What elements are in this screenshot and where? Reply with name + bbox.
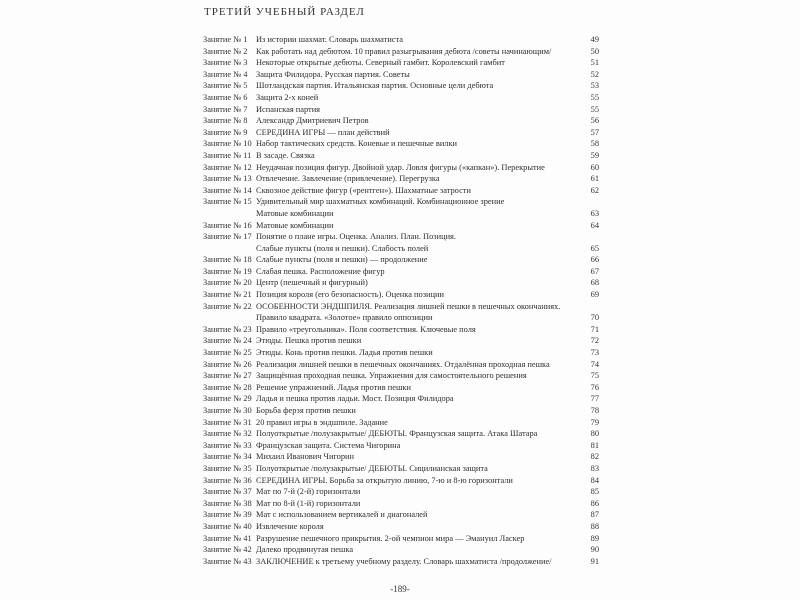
lesson-label: Занятие № 31 (203, 417, 252, 427)
lesson-title-line: Матовые комбинации (256, 220, 334, 230)
page-ref: 89 (590, 533, 599, 543)
lesson-title (256, 382, 581, 394)
toc-entry (203, 417, 599, 429)
lesson-title (256, 335, 581, 347)
lesson-title-line: Центр (пешечный и фигурный) (256, 278, 368, 288)
lesson-title-line: Полуоткрытые /полузакрытые/ ДЕБЮТЫ. Французская защита. Атака Шатара (256, 429, 538, 439)
page-ref: 56 (590, 116, 599, 126)
page-ref: 81 (590, 440, 599, 450)
page-ref: 49 (590, 35, 599, 44)
lesson-title-line: Реализация лишней пешки в пешечных окончаниях. Отдалённая проходная пешка (256, 359, 550, 369)
lesson-title-line: Полуоткрытые /полузакрытые/ ДЕБЮТЫ. Сицилианская защита (256, 463, 488, 473)
lesson-label: Занятие № 23 (203, 324, 252, 334)
lesson-title (256, 57, 581, 69)
toc-entry (203, 115, 599, 127)
lesson-title (256, 196, 581, 219)
toc-entry (203, 138, 599, 150)
lesson-title-line: Французская защита. Система Чигорина (256, 440, 401, 450)
toc-entry (203, 451, 599, 463)
lesson-title-line: Испанская партия (256, 104, 321, 114)
lesson-title-line: Позиция короля (его безопасность). Оценка позиции (256, 290, 444, 300)
lesson-title-line: Понятие о плане игры. Оценка. Анализ. План. Позиция. (256, 232, 456, 242)
toc-entry (203, 57, 599, 69)
page-ref: 90 (590, 545, 599, 555)
toc-entry (203, 173, 599, 185)
lesson-title (256, 475, 581, 487)
toc-entry (203, 370, 599, 382)
lesson-title-line: Сквозное действие фигур («рентген»). Шахматные затрости (256, 185, 471, 195)
toc-entry (203, 220, 599, 232)
lesson-title-line: Слабые пункты (поля и пешки). Слабость полей (256, 243, 429, 253)
page-ref: 67 (590, 266, 599, 276)
lesson-title (256, 150, 581, 162)
lesson-label: Занятие № 28 (203, 382, 252, 392)
page-ref: 66 (590, 255, 599, 265)
lesson-title-line: Мат по 7-й (2-й) горизонтали (256, 487, 361, 497)
lesson-title (256, 104, 581, 116)
lesson-label: Занятие № 16 (203, 220, 252, 230)
lesson-label: Занятие № 12 (203, 162, 252, 172)
toc-entry (203, 393, 599, 405)
lesson-title-line: Этюды. Конь против пешки. Ладья против пешки (256, 348, 433, 358)
lesson-title (256, 185, 581, 197)
lesson-title-line: ЗАКЛЮЧЕНИЕ к третьему учебному разделу. Словарь шахматиста /продолжение/ (256, 556, 552, 566)
lesson-title (256, 80, 581, 92)
lesson-title (256, 69, 581, 81)
lesson-label: Занятие № 21 (203, 290, 252, 300)
page-ref: 88 (590, 521, 599, 531)
lesson-label: Занятие № 39 (203, 510, 252, 520)
page-ref: 68 (590, 278, 599, 288)
page-ref: 70 (590, 313, 599, 323)
lesson-title-line: ОСОБЕННОСТИ ЭНДШПИЛЯ. Реализация лишней пешки в пешечных окончаниях. (256, 301, 561, 311)
page-ref: 60 (590, 162, 599, 172)
toc-entry (203, 104, 599, 116)
table-of-contents (203, 34, 599, 567)
page-ref: 57 (590, 127, 599, 137)
lesson-title-line: Мат с использованием вертикалей и диагоналей (256, 510, 428, 520)
toc-entry (203, 463, 599, 475)
lesson-title (256, 533, 581, 545)
lesson-title-line: Матовые комбинации (256, 208, 334, 218)
lesson-label: Занятие № 25 (203, 348, 252, 358)
lesson-label: Занятие № 29 (203, 394, 252, 404)
page-ref: 55 (590, 104, 599, 114)
toc-entry (203, 521, 599, 533)
lesson-title-line: Правило квадрата. «Золотое» правило оппозиции (256, 313, 433, 323)
lesson-title-line: Защита 2-х коней (256, 92, 319, 102)
lesson-label: Занятие № 18 (203, 255, 252, 265)
lesson-title (256, 289, 581, 301)
lesson-title (256, 34, 581, 46)
toc-entry (203, 185, 599, 197)
toc-entry (203, 46, 599, 58)
lesson-title (256, 162, 581, 174)
toc-entry (203, 428, 599, 440)
toc-entry (203, 80, 599, 92)
lesson-label: Занятие № 22 (203, 301, 252, 311)
page-ref: 61 (590, 174, 599, 184)
page-ref: 73 (590, 348, 599, 358)
lesson-title-line: Этюды. Пешка против пешки (256, 336, 362, 346)
lesson-label: Занятие № 15 (203, 197, 252, 207)
toc-entry (203, 533, 599, 545)
page-ref: 50 (590, 46, 599, 56)
page-ref: 87 (590, 510, 599, 520)
page-ref: 83 (590, 463, 599, 473)
page-ref: 76 (590, 382, 599, 392)
lesson-label: Занятие № 42 (203, 545, 252, 555)
lesson-title (256, 440, 581, 452)
lesson-title-line: СЕРЕДИНА ИГРЫ. Борьба за открытую линию, 7-ю и 8-ю горизонтали (256, 475, 513, 485)
toc-entry (203, 556, 599, 568)
toc-entry (203, 301, 599, 324)
lesson-title-line: Михаил Иванович Чигорин (256, 452, 354, 462)
toc-entry (203, 544, 599, 556)
lesson-title-line: Слабые пункты (поля и пешки) — продолжение (256, 255, 428, 265)
toc-entry (203, 509, 599, 521)
lesson-title-line: Из истории шахмат. Словарь шахматиста (256, 35, 403, 44)
page-ref: 91 (590, 556, 599, 566)
lesson-label: Занятие № 35 (203, 463, 252, 473)
toc-entry (203, 324, 599, 336)
lesson-label: Занятие № 40 (203, 521, 252, 531)
lesson-title-line: Правило «треугольника». Поля соответствия. Ключевые поля (256, 324, 476, 334)
toc-entry (203, 382, 599, 394)
page-number: -189- (390, 584, 410, 594)
page-ref: 65 (590, 243, 599, 253)
page-ref: 74 (590, 359, 599, 369)
lesson-label: Занятие № 3 (203, 58, 248, 68)
lesson-title (256, 509, 581, 521)
page-ref: 78 (590, 406, 599, 415)
lesson-label: Занятие № 36 (203, 475, 252, 485)
toc-entry (203, 34, 599, 46)
page-ref: 71 (590, 324, 599, 334)
lesson-title (256, 486, 581, 498)
lesson-title-line: Неудачная позиция фигур. Двойной удар. Ловля фигуры («капкан»). Перекрытие (256, 162, 545, 172)
lesson-title (256, 405, 581, 417)
lesson-title-line: Шотландская партия. Итальянская партия. Основные цели дебюта (256, 81, 494, 91)
lesson-label: Занятие № 10 (203, 139, 252, 149)
page-ref: 79 (590, 417, 599, 427)
page-ref: 75 (590, 371, 599, 381)
lesson-title (256, 359, 581, 371)
lesson-label: Занятие № 26 (203, 359, 252, 369)
page-ref: 52 (590, 69, 599, 79)
lesson-title (256, 115, 581, 127)
toc-entry (203, 231, 599, 254)
page-ref: 72 (590, 336, 599, 346)
lesson-title (256, 92, 581, 104)
lesson-title-line: Отвлечение. Завлечение (привлечение). Перегрузка (256, 174, 440, 184)
page-ref: 80 (590, 429, 599, 439)
lesson-title (256, 393, 581, 405)
lesson-label: Занятие № 8 (203, 116, 248, 126)
lesson-title-line: Мат по 8-й (1-й) горизонтали (256, 498, 361, 508)
toc-entry (203, 440, 599, 452)
lesson-label: Занятие № 43 (203, 556, 252, 566)
lesson-title-line: Защита Филидора. Русская партия. Советы (256, 69, 410, 79)
toc-entry (203, 277, 599, 289)
lesson-title (256, 173, 581, 185)
lesson-title (256, 138, 581, 150)
toc-entry (203, 359, 599, 371)
lesson-label: Занятие № 34 (203, 452, 252, 462)
page-ref: 82 (590, 452, 599, 462)
lesson-title (256, 301, 581, 324)
lesson-label: Занятие № 32 (203, 429, 252, 439)
lesson-label: Занятие № 14 (203, 185, 252, 195)
page-ref: 58 (590, 139, 599, 149)
page-ref: 62 (590, 185, 599, 195)
page-ref: 55 (590, 92, 599, 102)
page-ref: 84 (590, 475, 599, 485)
lesson-label: Занятие № 5 (203, 81, 248, 91)
lesson-title (256, 556, 581, 568)
lesson-label: Занятие № 33 (203, 440, 252, 450)
toc-entry (203, 347, 599, 359)
lesson-label: Занятие № 19 (203, 266, 252, 276)
lesson-title-line: СЕРЕДИНА ИГРЫ — план действий (256, 127, 390, 137)
lesson-label: Занятие № 38 (203, 498, 252, 508)
lesson-title (256, 277, 581, 289)
lesson-title-line: Как работать над дебютом. 10 правил разыгрывания дебюта /советы начинающим/ (256, 46, 552, 56)
lesson-title-line: Разрушение пешечного прикрытия. 2-ой чемпион мира — Эмануил Ласкер (256, 533, 525, 543)
page-ref: 85 (590, 487, 599, 497)
lesson-title-line: Извлечение короля (256, 521, 324, 531)
lesson-title-line: Решение упражнений. Ладья против пешки (256, 382, 411, 392)
toc-entry (203, 405, 599, 417)
lesson-label: Занятие № 20 (203, 278, 252, 288)
lesson-label: Занятие № 17 (203, 232, 252, 242)
lesson-label: Занятие № 9 (203, 127, 248, 137)
lesson-label: Занятие № 7 (203, 104, 248, 114)
toc-entry (203, 475, 599, 487)
page-ref: 77 (590, 394, 599, 404)
toc-entry (203, 266, 599, 278)
page-ref: 86 (590, 498, 599, 508)
lesson-title (256, 370, 581, 382)
lesson-label: Занятие № 11 (203, 150, 252, 160)
lesson-label: Занятие № 13 (203, 174, 252, 184)
page-ref: 51 (590, 58, 599, 68)
lesson-title-line: Александр Дмитриевич Петров (256, 116, 369, 126)
lesson-title (256, 521, 581, 533)
page-ref: 59 (590, 150, 599, 160)
toc-entry (203, 498, 599, 510)
lesson-title-line: Ладья и пешка против ладьи. Мост. Позиция Филидора (256, 394, 454, 404)
toc-entry (203, 150, 599, 162)
lesson-label: Занятие № 4 (203, 69, 248, 79)
toc-entry (203, 69, 599, 81)
lesson-title (256, 544, 581, 556)
lesson-label: Занятие № 37 (203, 487, 252, 497)
lesson-title (256, 428, 581, 440)
lesson-title-line: Борьба ферзя против пешки (256, 406, 356, 415)
lesson-title-line: Некоторые открытые дебюты. Северный гамбит. Королевский гамбит (256, 58, 505, 68)
lesson-title (256, 324, 581, 336)
lesson-title-line: 20 правил игры в эндшпиле. Задание (256, 417, 388, 427)
lesson-title-line: Слабая пешка. Расположение фигур (256, 266, 385, 276)
lesson-label: Занятие № 2 (203, 46, 248, 56)
lesson-title (256, 417, 581, 429)
lesson-title-line: Далеко продвинутая пешка (256, 545, 354, 555)
page-ref: 64 (590, 220, 599, 230)
lesson-title (256, 347, 581, 359)
lesson-title-line: Набор тактических средств. Коневые и пешечные вилки (256, 139, 458, 149)
lesson-label: Занятие № 24 (203, 336, 252, 346)
lesson-title-line: В засаде. Связка (256, 150, 315, 160)
toc-entry (203, 335, 599, 347)
lesson-label: Занятие № 41 (203, 533, 252, 543)
toc-entry (203, 196, 599, 219)
page-ref: 63 (590, 208, 599, 218)
toc-entry (203, 127, 599, 139)
lesson-label: Занятие № 6 (203, 92, 248, 102)
toc-entry (203, 254, 599, 266)
lesson-title (256, 266, 581, 278)
toc-entry (203, 92, 599, 104)
lesson-title (256, 451, 581, 463)
lesson-title (256, 46, 581, 58)
lesson-title-line: Удивительный мир шахматных комбинаций. Комбинационное зрение (256, 197, 505, 207)
lesson-title (256, 463, 581, 475)
lesson-title (256, 127, 581, 139)
lesson-title (256, 498, 581, 510)
section-heading: ТРЕТИЙ УЧЕБНЫЙ РАЗДЕЛ (204, 6, 365, 18)
page-ref: 69 (590, 290, 599, 300)
lesson-label: Занятие № 27 (203, 371, 252, 381)
lesson-label: Занятие № 1 (203, 35, 248, 44)
toc-entry (203, 486, 599, 498)
toc-entry (203, 289, 599, 301)
lesson-title (256, 220, 581, 232)
lesson-title (256, 254, 581, 266)
lesson-title-line: Защищённая проходная пешка. Упражнения для самостоятельного решения (256, 371, 527, 381)
lesson-label: Занятие № 30 (203, 406, 252, 415)
toc-entry (203, 162, 599, 174)
lesson-title (256, 231, 581, 254)
page-ref: 53 (590, 81, 599, 91)
